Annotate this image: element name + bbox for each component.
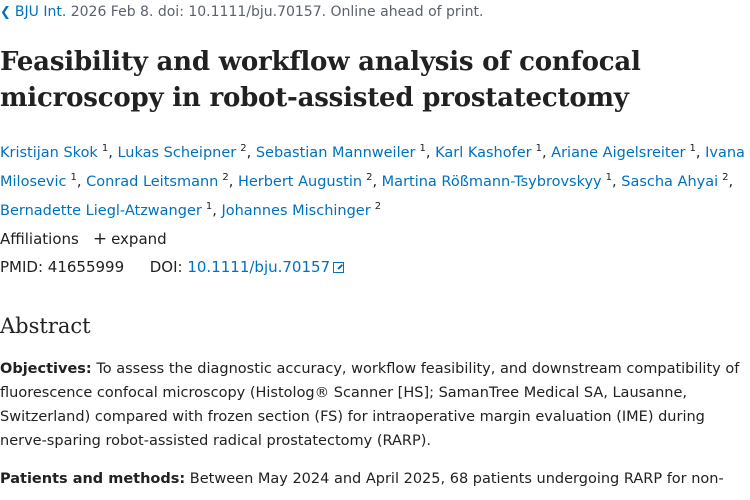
pmid-value: 41655999 (47, 258, 125, 276)
author-separator: , (728, 174, 734, 190)
author-separator: , (695, 145, 706, 161)
author-affiliation-number[interactable]: 2 (240, 143, 247, 155)
author-affiliation-number[interactable]: 1 (689, 143, 696, 155)
author-affiliation-number[interactable]: 1 (70, 172, 77, 184)
title-line-2: microscopy in robot-assisted prostatectomy (0, 83, 629, 113)
author-link[interactable]: Kristijan Skok (0, 145, 98, 161)
author-separator: , (372, 174, 382, 190)
author-affiliation-number[interactable]: 1 (535, 143, 542, 155)
pmid-label: PMID: (0, 258, 44, 276)
author-separator: , (246, 145, 256, 161)
methods-label: Patients and methods: (0, 471, 186, 487)
plus-icon: + (92, 229, 108, 249)
author-separator: , (541, 145, 552, 161)
author-link[interactable]: Ariane Aigelsreiter (551, 145, 686, 161)
author-affiliation-number[interactable]: 2 (374, 201, 382, 213)
doi-value: 10.1111/bju.70157 (187, 258, 331, 276)
author-link[interactable]: Karl Kashofer (435, 145, 532, 161)
citation-line (0, 4, 483, 20)
doi-label: DOI: (149, 258, 183, 276)
title-line-1: Feasibility and workflow analysis of confocal (0, 47, 641, 77)
author-link[interactable]: Sebastian Mannweiler (255, 145, 416, 161)
citation-details: 2026 Feb 8. doi: 10.1111/bju.70157. Online ahead of print. (66, 4, 484, 20)
journal-link[interactable]: BJU Int. (14, 4, 67, 20)
author-list (0, 139, 745, 226)
objectives-text: To assess the diagnostic accuracy, workflow feasibility, and downstream compatibility of fluorescence confocal microscopy (Histolog® Scanner [HS]; SamanTree Medical SA, Lausanne, Switzerland) compared with frozen section (FS) for intraoperative margin evaluation (IME) during nerve-sparing robot-assisted radical prostatectomy (RARP). (0, 361, 740, 449)
author-affiliation-number[interactable]: 1 (605, 172, 613, 184)
author-link[interactable]: Bernadette Liegl-Atzwanger (0, 203, 202, 219)
author-separator: , (612, 174, 622, 190)
affiliations-toggle[interactable] (0, 229, 167, 249)
methods-text: Between May 2024 and April 2025, 68 patients undergoing RARP for non- (185, 471, 724, 487)
article-identifiers (0, 258, 344, 276)
author-separator: , (212, 203, 222, 219)
author-separator: , (76, 174, 87, 190)
author-affiliation-number[interactable]: 2 (366, 172, 373, 184)
expand-label: expand (111, 230, 167, 248)
author-link[interactable]: Sascha Ahyai (621, 174, 719, 190)
author-link[interactable]: Ivana Milosevic (0, 145, 745, 190)
author-affiliation-number[interactable]: 2 (722, 172, 729, 184)
chevron-left-icon[interactable]: ❮ (0, 5, 11, 20)
author-affiliation-number[interactable]: 2 (222, 172, 229, 184)
objectives-label: Objectives: (0, 361, 92, 377)
abstract-methods (0, 467, 745, 491)
doi-link[interactable] (187, 258, 344, 276)
author-link[interactable]: Johannes Mischinger (221, 203, 371, 219)
author-link[interactable]: Lukas Scheipner (117, 145, 237, 161)
abstract-objectives (0, 357, 745, 453)
external-link-icon (333, 262, 344, 273)
author-separator: , (108, 145, 118, 161)
author-link[interactable]: Conrad Leitsmann (86, 174, 219, 190)
page-title (0, 44, 740, 116)
author-affiliation-number[interactable]: 1 (101, 143, 109, 155)
abstract-heading: Abstract (0, 314, 91, 338)
affiliations-label: Affiliations (0, 230, 79, 248)
author-affiliation-number[interactable]: 1 (419, 143, 426, 155)
author-affiliation-number[interactable]: 1 (205, 201, 213, 213)
author-link[interactable]: Martina Rößmann-Tsybrovskyy (381, 174, 602, 190)
author-separator: , (228, 174, 238, 190)
author-link[interactable]: Herbert Augustin (237, 174, 363, 190)
author-separator: , (425, 145, 436, 161)
